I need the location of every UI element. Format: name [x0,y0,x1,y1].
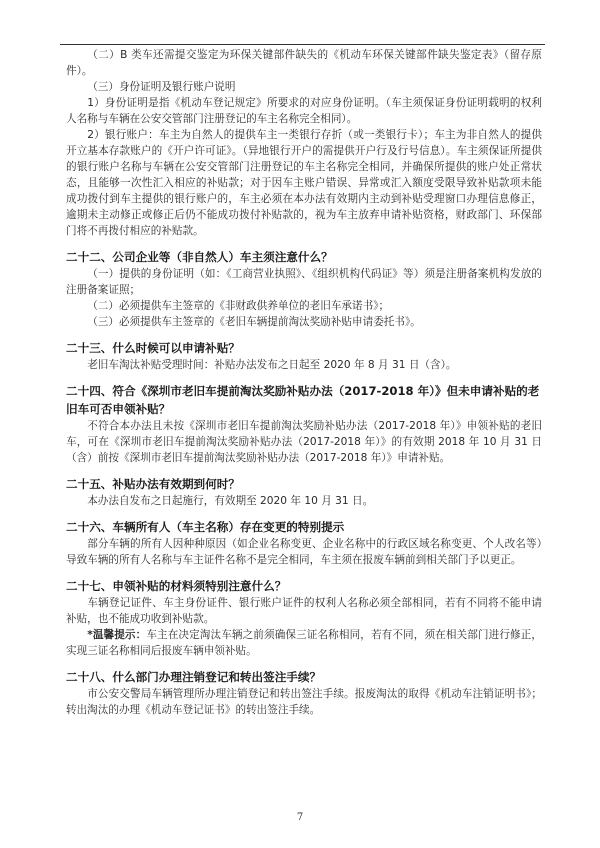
section-heading: 二十三、什么时候可以申请补贴？ [66,341,240,355]
paragraph: 部分车辆的所有人因种种原因（如企业名称变更、企业名称中的行政区域名称变更、个人改名等）导致车辆的所有人名称与车主证件名称不是完全相同，车主须在报废车辆前到相关部门予以更正。 [66,538,542,566]
paragraph: 2）银行账户：车主为自然人的提供车主一类银行存折（或一类银行卡）；车主为非自然人的提供开立基本存款账户的《开户许可证》。（异地银行开户的需提供开户行及行号信息）。车主须保证所提供的银行账户名称与车辆在公安交管部门注册登记的车主名称完全相同，并确保所提供的账户处正常状态，且能够一次性汇入相应的补贴款；对于因车主账户错误、异常或汇入额度受限导致补贴款项未能成功拨付到车主提供的银行账户的，车主必须在本办法有效期内主动到补贴受理窗口办理信息修正，逾期未主动修正或修正后仍不能成功拨付补贴款的，视为车主放弃申请补贴资格，财政部门、环保部门将不再拨付相应的补贴款。 [66,129,542,237]
header-rule [60,44,545,45]
section-heading: 二十七、申领补贴的材料须特别注意什么？ [66,579,287,593]
section-heading: 二十八、什么部门办理注销登记和转出签注手续？ [66,670,322,684]
paragraph: 老旧车淘汰补贴受理时间：补贴办法发布之日起至 2020 年 8 月 31 日（含）。 [87,359,457,371]
paragraph: 不符合本办法且未按《深圳市老旧车提前淘汰奖励补贴办法（2017-2018 年）》申领补贴的老旧车，可在《深圳市老旧车提前淘汰奖励补贴办法（2017-2018 年）》的有效期 2018 年 10 月 31 日（含）前按《深圳市老旧车提前淘汰奖励补贴办法（2017-2018 年）》申请补贴。 [66,420,542,464]
paragraph: （二）B 类车还需提交鉴定为环保关键部件缺失的《机动车环保关键部件缺失鉴定表》（留存原件）。 [66,49,542,77]
paragraph: 车辆登记证件、车主身份证件、银行账户证件的权利人名称必须全部相同，若有不同将不能申请补贴，也不能成功收到补贴款。 [66,597,542,625]
tip-paragraph [66,627,542,659]
paragraph: （三）必须提供车主签章的《老旧车辆提前淘汰奖励补贴申请委托书》。 [87,316,421,328]
paragraph: 1）身份证明是指《机动车登记规定》所要求的对应身份证明。（车主须保证身份证明载明的权利人名称与车辆在公安交管部门注册登记的车主名称完全相同）。 [66,97,542,125]
tip-text: 车主在决定淘汰车辆之前须确保三证名称相同，若有不同，须在相关部门进行修正，实现三证名称相同后报废车辆申领补贴。 [66,629,543,657]
section-heading: 二十五、补贴办法有效期到何时？ [66,477,240,491]
tip-label: *温馨提示： [87,629,147,641]
paragraph: （一）提供的身份证明（如：《工商营业执照》、《组织机构代码证》等）须是注册备案机构发放的注册备案证照； [66,268,542,296]
paragraph: （二）必须提供车主签章的《非财政供养单位的老旧车承诺书》； [87,300,390,312]
section-heading: 二十二、公司企业等（非自然人）车主须注意什么？ [66,250,333,264]
page-number: 7 [296,812,304,823]
section-heading: 二十四、符合《深圳市老旧车提前淘汰奖励补贴办法（2017-2018 年）》但未申请补贴的老旧车可否申领补贴？ [66,384,540,416]
document-body [66,47,542,718]
paragraph: 市公安交警局车辆管理所办理注销登记和转出签注手续。报废淘汰的取得《机动车注销证明书》；转出淘汰的办理《机动车登记证书》的转出签注手续。 [66,688,542,716]
section-heading: 二十六、车辆所有人（车主名称）存在变更的特别提示 [66,520,345,534]
paragraph: 本办法自发布之日起施行，有效期至 2020 年 10 月 31 日。 [87,495,374,507]
paragraph: （三）身份证明及银行账户说明 [87,81,236,93]
